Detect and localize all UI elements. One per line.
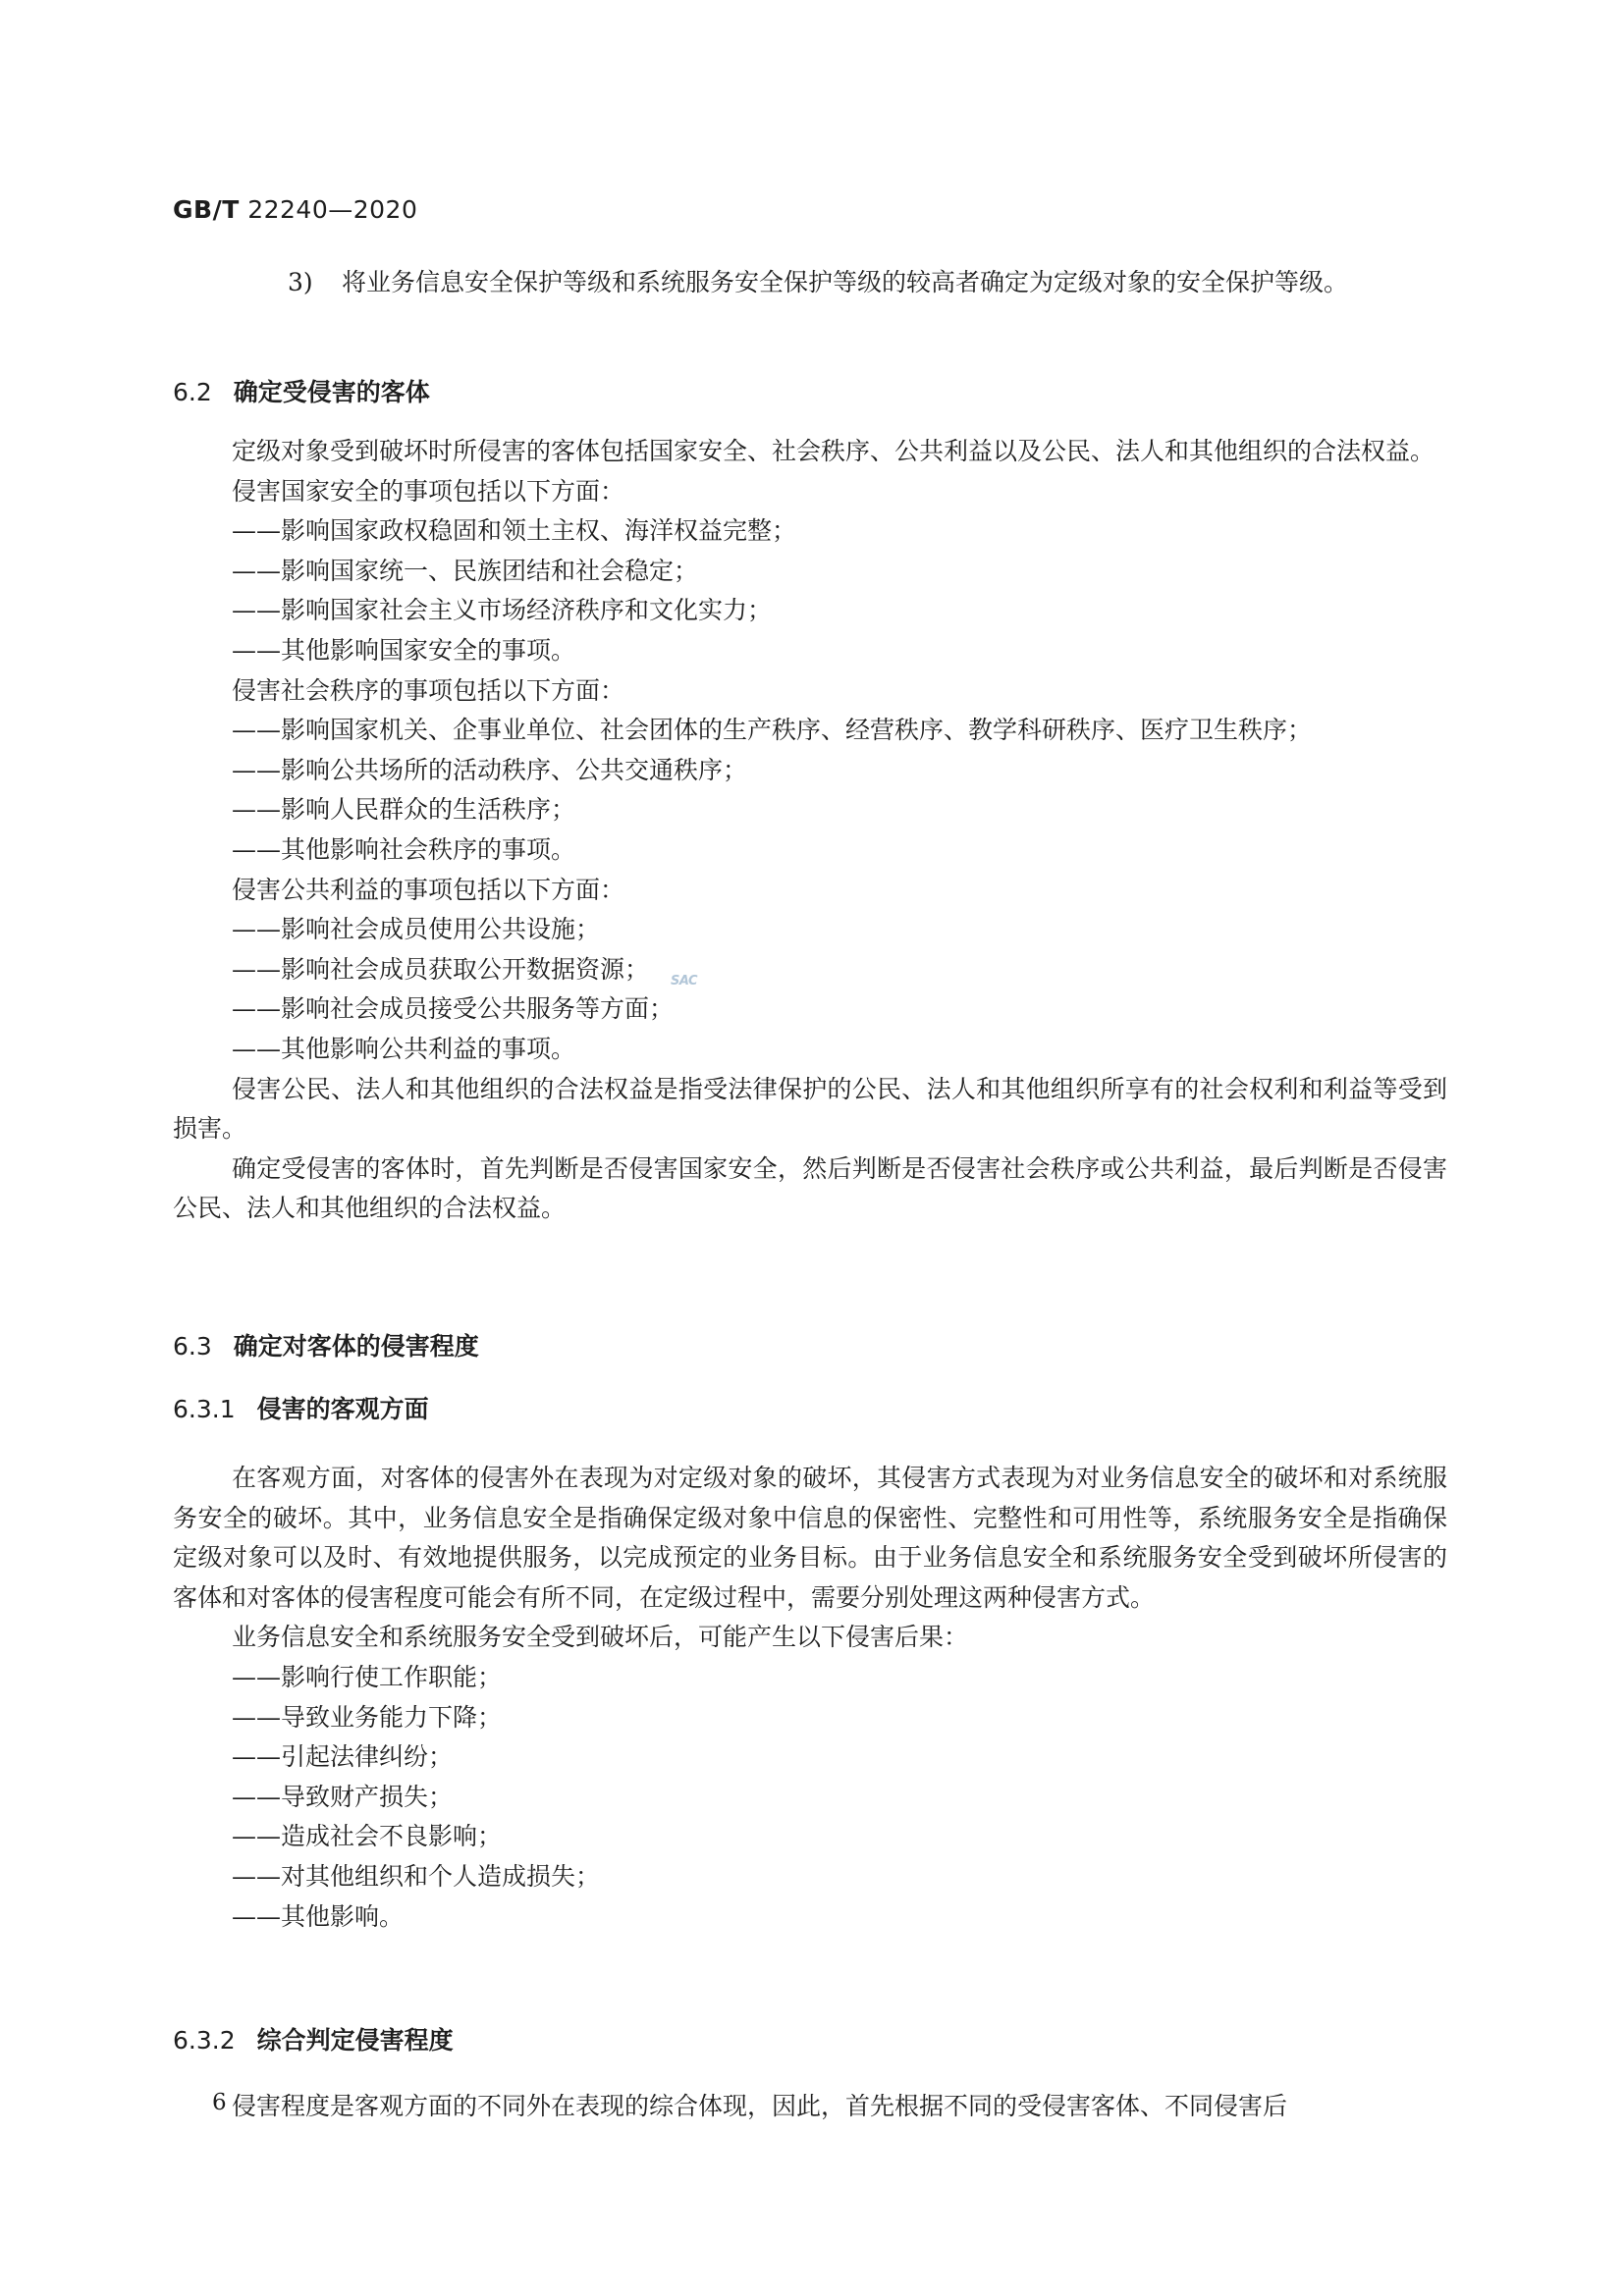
paragraph: 侵害程度是客观方面的不同外在表现的综合体现，因此，首先根据不同的受侵害客体、不同侵害后 bbox=[232, 2092, 1288, 2120]
dash-list-item: ——引起法律纠纷； bbox=[232, 1742, 454, 1772]
dash-list-item: ——导致业务能力下降； bbox=[232, 1702, 503, 1732]
page-number: 6 bbox=[212, 2090, 227, 2115]
heading-6-3 bbox=[173, 1329, 479, 1364]
section-6-2-body bbox=[173, 432, 1447, 1229]
dash-list-item: ——其他影响社会秩序的事项。 bbox=[232, 834, 576, 864]
dash-list-item: ——影响国家社会主义市场经济秩序和文化实力； bbox=[232, 596, 773, 625]
dash-list-item: ——影响行使工作职能； bbox=[232, 1662, 503, 1691]
heading-title: 侵害的客观方面 bbox=[256, 1395, 429, 1423]
dash-list-item: ——其他影响公共利益的事项。 bbox=[232, 1034, 576, 1063]
heading-6-3-1 bbox=[173, 1392, 429, 1427]
dash-list-item: ——导致财产损失； bbox=[232, 1782, 454, 1811]
paragraph: 侵害社会秩序的事项包括以下方面： bbox=[232, 675, 625, 705]
dash-list-item: ——影响人民群众的生活秩序； bbox=[232, 795, 576, 825]
list-item-3 bbox=[288, 263, 1446, 302]
paragraph: 侵害公共利益的事项包括以下方面： bbox=[232, 875, 625, 904]
dash-list-item: ——对其他组织和个人造成损失； bbox=[232, 1861, 601, 1891]
dash-list-item: ——影响公共场所的活动秩序、公共交通秩序； bbox=[232, 755, 748, 784]
heading-title: 综合判定侵害程度 bbox=[256, 2026, 454, 2055]
list-item-number: 3) bbox=[288, 268, 313, 296]
dash-list-item: ——其他影响。 bbox=[232, 1901, 405, 1931]
standard-prefix: GB/T bbox=[173, 195, 240, 224]
paragraph: 在客观方面，对客体的侵害外在表现为对定级对象的破坏，其侵害方式表现为对业务信息安全的破坏和对系统服务安全的破坏。其中，业务信息安全是指确保定级对象中信息的保密性、完整性和可用性等，系统服务安全是指确保定级对象可以及时、有效地提供服务，以完成预定的业务目标。由于业务信息安全和系统服务安全受到破坏所侵害的客体和对客体的侵害程度可能会有所不同，在定级过程中，需要分别处理这两种侵害方式。 bbox=[173, 1464, 1447, 1612]
dash-list-item: ——其他影响国家安全的事项。 bbox=[232, 635, 576, 665]
dash-list-item: ——影响社会成员使用公共设施； bbox=[232, 915, 601, 944]
dash-list-item: ——造成社会不良影响； bbox=[232, 1822, 503, 1851]
heading-6-3-2 bbox=[173, 2023, 454, 2058]
section-6-3-2-body bbox=[173, 2087, 1447, 2127]
paragraph: 确定受侵害的客体时，首先判断是否侵害国家安全，然后判断是否侵害社会秩序或公共利益，最后判断是否侵害公民、法人和其他组织的合法权益。 bbox=[173, 1153, 1447, 1223]
heading-title: 确定受侵害的客体 bbox=[233, 378, 430, 406]
paragraph: 业务信息安全和系统服务安全受到破坏后，可能产生以下侵害后果： bbox=[232, 1623, 969, 1652]
list-item-text: 将业务信息安全保护等级和系统服务安全保护等级的较高者确定为定级对象的安全保护等级。 bbox=[342, 268, 1349, 296]
heading-6-2 bbox=[173, 375, 430, 410]
dash-list-item: ——影响社会成员获取公开数据资源； bbox=[232, 954, 650, 984]
dash-list-item: ——影响社会成员接受公共服务等方面； bbox=[232, 994, 675, 1024]
watermark-logo: SAC bbox=[671, 974, 698, 988]
paragraph: 侵害公民、法人和其他组织的合法权益是指受法律保护的公民、法人和其他组织所享有的社会权利和利益等受到损害。 bbox=[173, 1074, 1447, 1144]
section-6-3-1-body bbox=[173, 1459, 1447, 1937]
heading-number: 6.2 bbox=[173, 378, 212, 406]
dash-list-item: ——影响国家统一、民族团结和社会稳定； bbox=[232, 556, 699, 585]
dash-list-item: ——影响国家政权稳固和领土主权、海洋权益完整； bbox=[232, 516, 797, 546]
dash-list-item: ——影响国家机关、企事业单位、社会团体的生产秩序、经营秩序、教学科研秩序、医疗卫生秩序； bbox=[232, 716, 1313, 745]
heading-number: 6.3.1 bbox=[173, 1395, 236, 1423]
heading-number: 6.3.2 bbox=[173, 2026, 236, 2055]
paragraph: 定级对象受到破坏时所侵害的客体包括国家安全、社会秩序、公共利益以及公民、法人和其他组织的合法权益。 bbox=[232, 437, 1435, 465]
standard-number bbox=[173, 192, 417, 228]
standard-code: 22240—2020 bbox=[247, 195, 418, 224]
heading-title: 确定对客体的侵害程度 bbox=[233, 1332, 479, 1361]
paragraph: 侵害国家安全的事项包括以下方面： bbox=[232, 476, 625, 506]
heading-number: 6.3 bbox=[173, 1332, 212, 1361]
